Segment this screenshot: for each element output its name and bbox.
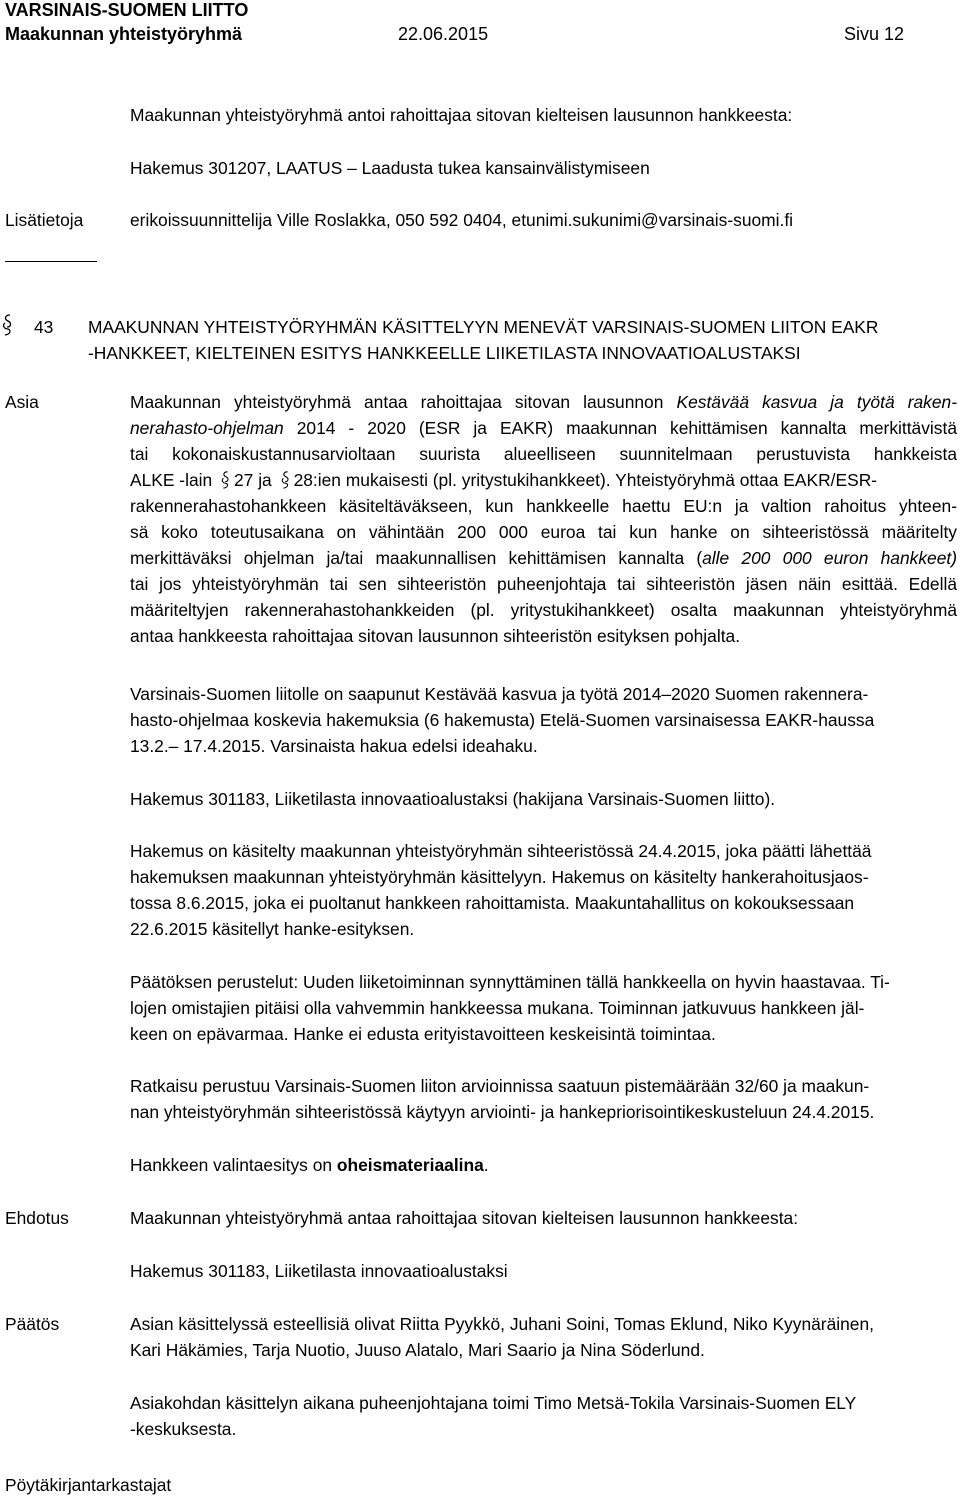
asia-p1-line5: rakennerahastohankkeen käsiteltäväkseen, kun hankkeelle haettu EU:n ja valtion rahoitus yhteen-: [130, 496, 957, 516]
section-mark-icon: [221, 471, 230, 489]
asia-p3: Hakemus 301183, Liiketilasta innovaatioalustaksi (hakijana Varsinais-Suomen liitto).: [130, 789, 776, 809]
asia-label: Asia: [5, 392, 39, 412]
asia-p4-line4: 22.6.2015 käsitellyt hanke-esityksen.: [130, 919, 415, 939]
asia-p1-line7: merkittäväksi ohjelman ja/tai maakunnallisen kehittämisen kannalta (alle 200 000 euron hankkeet): [130, 548, 957, 568]
asia-p4-line2: hakemuksen maakunnan yhteistyöryhmän käsittelyyn. Hakemus on käsitelty hankerahoitusjaos-: [130, 867, 869, 887]
section-mark-icon: [281, 471, 290, 489]
item-title-line1: MAAKUNNAN YHTEISTYÖRYHMÄN KÄSITTELYYN MENEVÄT VARSINAIS-SUOMEN LIITON EAKR: [88, 317, 879, 337]
header-date: 22.06.2015: [398, 24, 489, 44]
asia-p1-line9: määriteltyjen rakennerahastohankkeiden (pl. yritystukihankkeet) osalta maakunnan yhteistyöryhmä: [130, 600, 957, 620]
asia-p1-line6: sä koko toteutusaikana on vähintään 200 000 euroa tai kun hanke on sihteeristössä määritelty: [130, 522, 957, 542]
asia-p1-line3: tai kokonaiskustannusarvioltaan suurista alueelliseen suunnitelmaan perustuvista hankkeista: [130, 444, 957, 464]
footer-label: Pöytäkirjantarkastajat: [5, 1475, 172, 1495]
item-number: 43: [34, 317, 54, 337]
paatos-line3: Asiakohdan käsittelyn aikana puheenjohtajana toimi Timo Metsä-Tokila Varsinais-Suomen ELY: [130, 1393, 857, 1413]
paatos-line1: Asian käsittelyssä esteellisiä olivat Riitta Pyykkö, Juhani Soini, Tomas Eklund, Niko Kyynäräinen,: [130, 1314, 874, 1334]
ehdotus-label: Ehdotus: [5, 1208, 69, 1228]
asia-p5-line1: Päätöksen perustelut: Uuden liiketoiminnan synnyttäminen tällä hankkeella on hyvin haastavaa. Ti-: [130, 972, 890, 992]
asia-p1-line2: nerahasto-ohjelman 2014 - 2020 (ESR ja EAKR) maakunnan kehittämisen kannalta merkittävistä: [130, 418, 957, 438]
asia-p2-line2: hasto-ohjelmaa koskevia hakemuksia (6 hakemusta) Etelä-Suomen varsinaisessa EAKR-haussa: [130, 710, 875, 730]
prev-application: Hakemus 301207, LAATUS – Laadusta tukea kansainvälistymiseen: [130, 158, 650, 178]
attachment-reference: oheismateriaalina: [336, 1155, 484, 1175]
paatos-line2: Kari Häkämies, Tarja Nuotio, Juuso Alatalo, Mari Saario ja Nina Söderlund.: [130, 1340, 705, 1360]
header-body: Maakunnan yhteistyöryhmä: [5, 24, 243, 44]
asia-p6-line1: Ratkaisu perustuu Varsinais-Suomen liiton arvioinnissa saatuun pistemäärään 32/60 ja maakun-: [130, 1076, 870, 1096]
prev-statement: Maakunnan yhteistyöryhmä antoi rahoittajaa sitovan kielteisen lausunnon hankkeesta:: [130, 105, 793, 125]
asia-p7: Hankkeen valintaesitys on oheismateriaalina.: [130, 1155, 489, 1175]
asia-p1-line1: Maakunnan yhteistyöryhmä antaa rahoittajaa sitovan lausunnon Kestävää kasvua ja työtä raken-: [130, 392, 957, 412]
asia-p1-line8: tai jos yhteistyöryhmän tai sen sihteeristön puheenjohtaja tai sihteeristön jäsen näin esittää. Edellä: [130, 574, 957, 594]
paatos-label: Päätös: [5, 1314, 60, 1334]
info-text: erikoissuunnittelija Ville Roslakka, 050 592 0404, etunimi.sukunimi@varsinais-suomi.fi: [130, 210, 794, 230]
ehdotus-line1: Maakunnan yhteistyöryhmä antaa rahoittajaa sitovan kielteisen lausunnon hankkeesta:: [130, 1208, 799, 1228]
asia-p2-line3: 13.2.– 17.4.2015. Varsinaista hakua edelsi ideahaku.: [130, 736, 538, 756]
header-org: VARSINAIS-SUOMEN LIITTO: [5, 0, 249, 20]
asia-p6-line2: nan yhteistyöryhmän sihteeristössä käytyyn arviointi- ja hankepriorisointikeskusteluun 24.4.2015.: [130, 1102, 875, 1122]
section-mark-icon: [3, 314, 12, 336]
asia-p4-line1: Hakemus on käsitelty maakunnan yhteistyöryhmän sihteeristössä 24.4.2015, joka päätti lähettää: [130, 841, 872, 861]
asia-p4-line3: tossa 8.6.2015, joka ei puoltanut hankkeen rahoittamista. Maakuntahallitus on kokouksessaan: [130, 893, 855, 913]
asia-p5-line3: keen on epävarmaa. Hanke ei edusta erityistavoitteen keskeisintä toimintaa.: [130, 1024, 716, 1044]
item-title-line2: -HANKKEET, KIELTEINEN ESITYS HANKKEELLE LIIKETILASTA INNOVAATIOALUSTAKSI: [88, 343, 801, 363]
info-label: Lisätietoja: [5, 210, 84, 230]
ehdotus-line2: Hakemus 301183, Liiketilasta innovaatioalustaksi: [130, 1261, 508, 1281]
info-underline: [5, 261, 97, 262]
header-page: Sivu 12: [844, 24, 905, 44]
asia-p5-line2: lojen omistajien pitäisi olla vahvemmin hankkeessa mukana. Toiminnan jatkuvuus hankkeen jäl-: [130, 998, 865, 1018]
asia-p2-line1: Varsinais-Suomen liitolle on saapunut Kestävää kasvua ja työtä 2014–2020 Suomen rakennera-: [130, 684, 869, 704]
asia-p1-line10: antaa hankkeesta rahoittajaa sitovan lausunnon sihteeristön esityksen pohjalta.: [130, 626, 741, 646]
asia-p1-line4: ALKE -lain 27 ja 28:ien mukaisesti (pl. yritystukihankkeet). Yhteistyöryhmä ottaa EAKR/ESR-: [130, 470, 878, 490]
paatos-line4: -keskuksesta.: [130, 1419, 237, 1439]
